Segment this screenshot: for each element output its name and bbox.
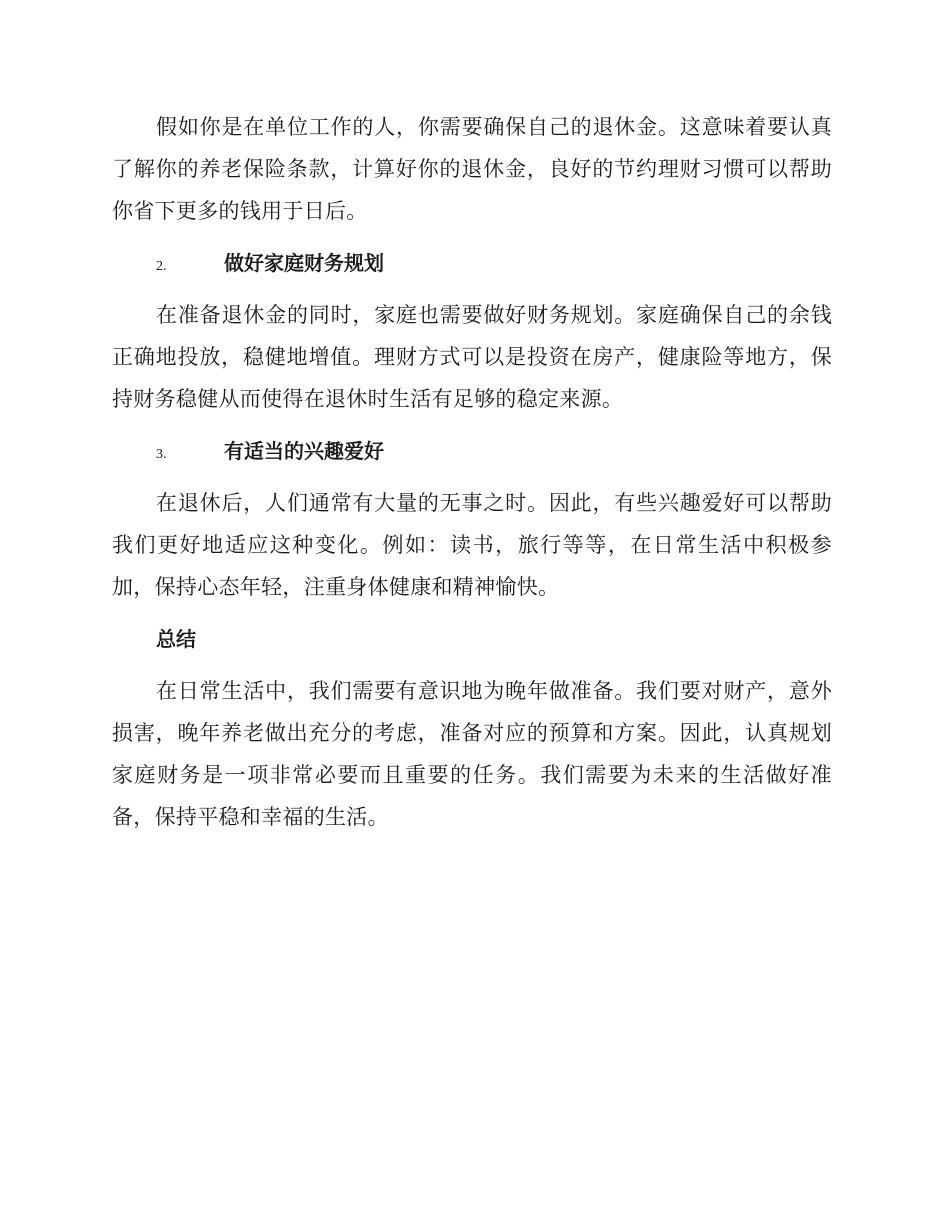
document-body [112, 106, 832, 848]
summary-heading: 总结 [156, 627, 196, 651]
section-number: 3. [156, 447, 167, 462]
section-title: 做好家庭财务规划 [224, 251, 384, 275]
paragraph-retirement-pension: 假如你是在单位工作的人，你需要确保自己的退休金。这意味着要认真了解你的养老保险条款，计算好你的退休金，良好的节约理财习惯可以帮助你省下更多的钱用于日后。 [112, 115, 832, 223]
section-number: 2. [156, 259, 167, 274]
paragraph-hobbies: 在退休后，人们通常有大量的无事之时。因此，有些兴趣爱好可以帮助我们更好地适应这种变化。例如：读书，旅行等等，在日常生活中积极参加，保持心态年轻，注重身体健康和精神愉快。 [112, 491, 832, 599]
section-title: 有适当的兴趣爱好 [224, 439, 384, 463]
paragraph-summary: 在日常生活中，我们需要有意识地为晚年做准备。我们要对财产，意外损害，晚年养老做出充分的考虑，准备对应的预算和方案。因此，认真规划家庭财务是一项非常必要而且重要的任务。我们需要为未来的生活做好准备，保持平稳和幸福的生活。 [112, 679, 832, 829]
paragraph-family-finance: 在准备退休金的同时，家庭也需要做好财务规划。家庭确保自己的余钱正确地投放，稳健地增值。理财方式可以是投资在房产，健康险等地方，保持财务稳健从而使得在退休时生活有足够的稳定来源。 [112, 303, 832, 411]
section-heading-2 [112, 242, 832, 284]
section-heading-3 [112, 430, 832, 472]
